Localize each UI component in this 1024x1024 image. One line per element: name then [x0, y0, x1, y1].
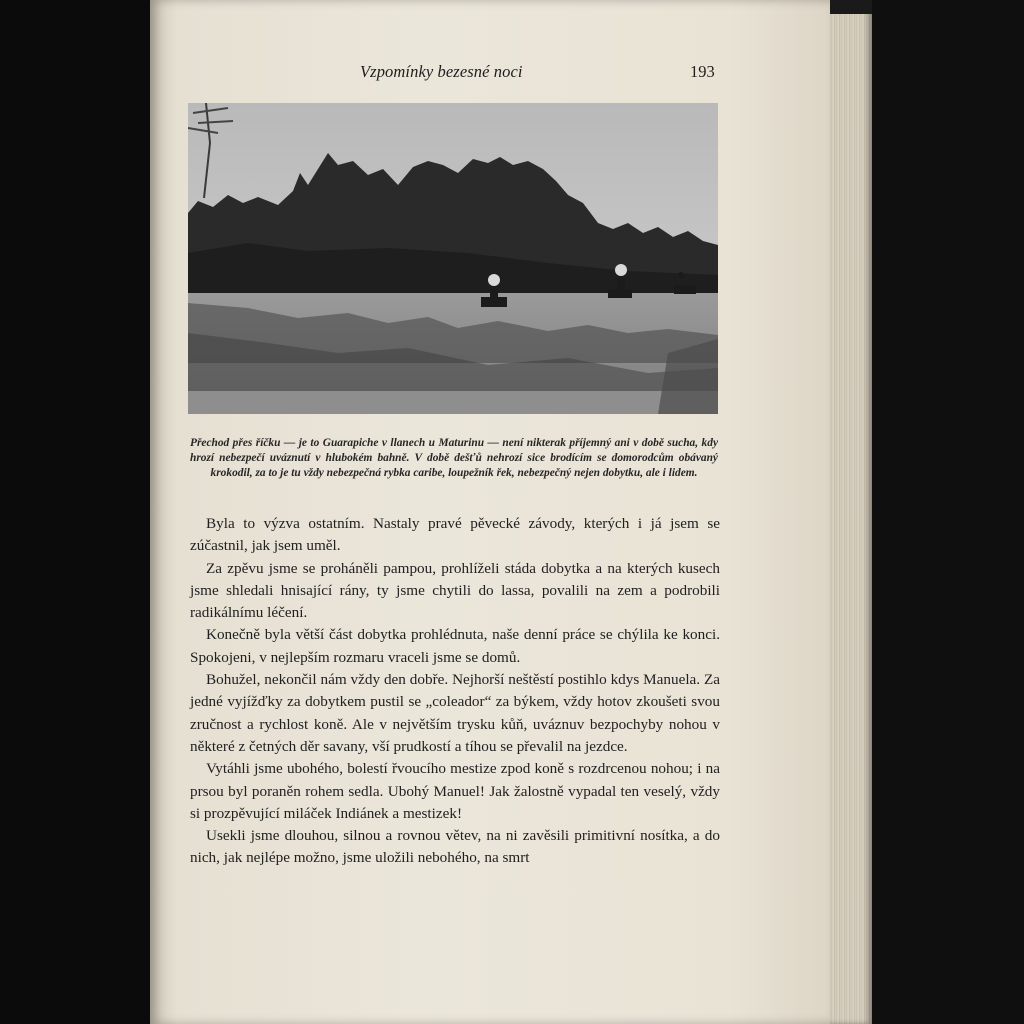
- paragraph: Konečně byla větší část dobytka prohlédnuta, naše denní práce se chýlila ke konci. Spokojeni, v nejlepším rozmaru vraceli jsme se domů.: [190, 626, 720, 666]
- scan-background-right: [872, 0, 1024, 1024]
- running-title: Vzpomínky bezesné noci: [360, 62, 523, 81]
- paragraph: Bohužel, nekončil nám vždy den dobře. Nejhorší neštěstí postihlo kdys Manuela. Za jedné vyjížďky za dobytkem pustil se „coleador“ za býkem, vždy hotov zkoušeti svou zručnost a rychlost koně. Ale v největším trysku kůň, uváznuv bezpochyby nohou v některé z četných děr savany, vší prudkostí a tíhou se převalil na jezdce.: [190, 671, 720, 755]
- photo-caption: Přechod přes říčku — je to Guarapiche v llanech u Maturinu — není nikterak příjemný ani v době sucha, kdy hrozí nebezpečí uváznutí v hlubokém bahně. V době dešťů nehrozí sice brodícím se domorodcům obávaný krokodil, za to je tu vždy nebezpečná rybka caribe, loupežník řek, nebezpečný nejen dobytku, ale i lidem.: [190, 437, 718, 480]
- river-crossing-photo: [188, 103, 718, 414]
- page-number: 193: [690, 62, 715, 81]
- paragraph: Usekli jsme dlouhou, silnou a rovnou větev, na ni zavěsili primitivní nosítka, a do nich, jak nejlépe možno, jsme uložili nebohého, na smrt: [190, 827, 720, 867]
- paragraph: Byla to výzva ostatním. Nastaly pravé pěvecké závody, kterých i já jsem se zúčastnil, jak jsem uměl.: [190, 515, 720, 555]
- scan-background-left: [0, 0, 150, 1024]
- paragraph: Vytáhli jsme ubohého, bolestí řvoucího mestize zpod koně s rozdrcenou nohou; i na prsou byl poraněn rohem sedla. Ubohý Manuel! Jak žalostně vypadal ten veselý, vždy si prozpěvující miláček Indiánek a mestizek!: [190, 760, 720, 822]
- body-text: [190, 513, 720, 870]
- page-edges: [830, 0, 872, 1024]
- page-edge-top: [830, 0, 874, 14]
- paragraph: Za zpěvu jsme se proháněli pampou, prohlíželi stáda dobytka a na kterých kusech jsme shledali hnisající rány, ty jsme chytili do lassa, povalili na zem a podrobili radikálnímu léčení.: [190, 559, 720, 622]
